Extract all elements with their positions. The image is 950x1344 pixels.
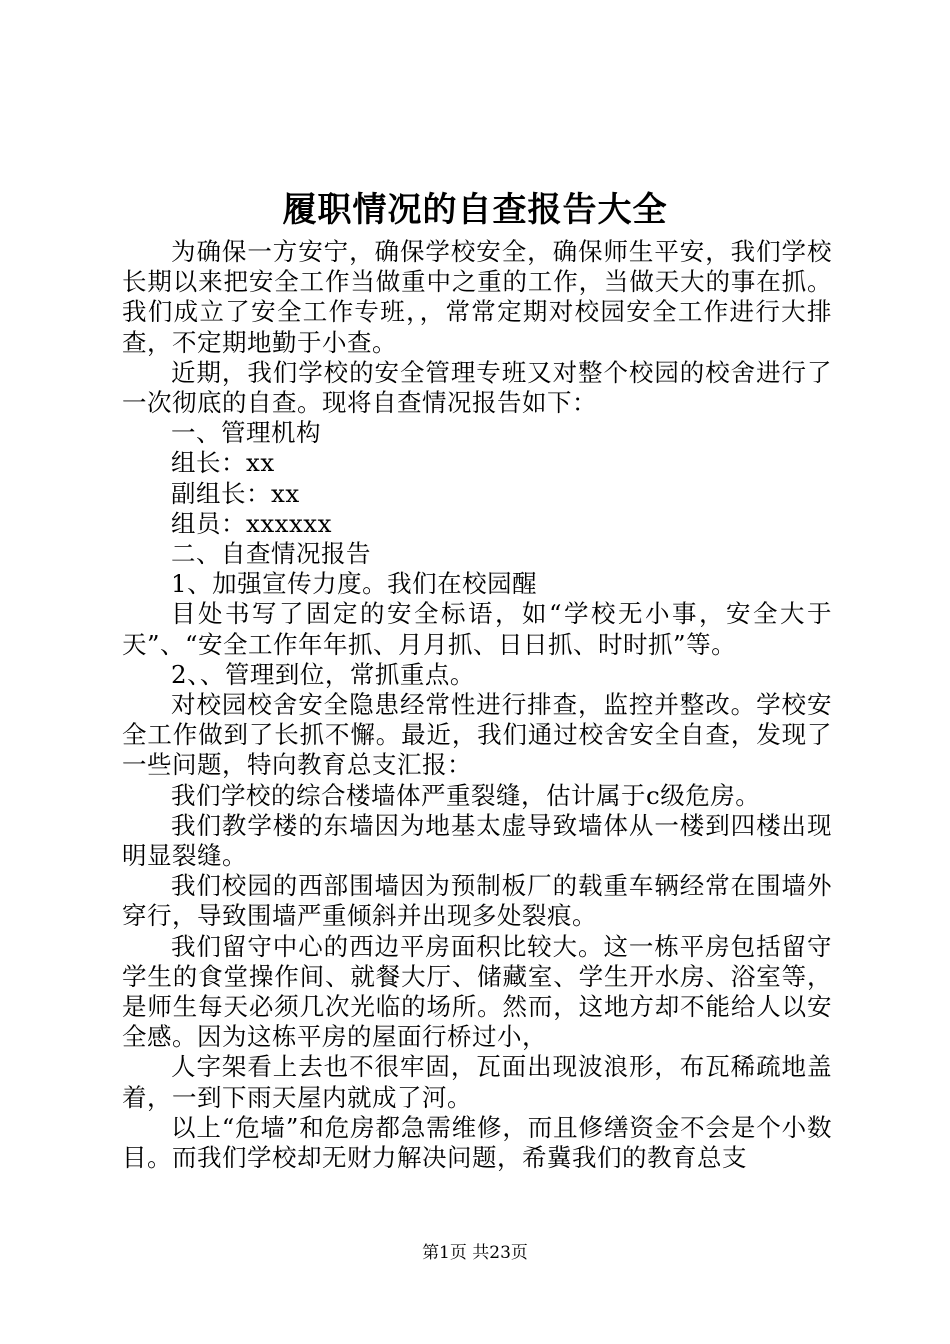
paragraph: 人字架看上去也不很牢固，瓦面出现波浪形，布瓦稀疏地盖着，一到下雨天屋内就成了河。 bbox=[122, 1052, 832, 1112]
document-title: 履职情况的自查报告大全 bbox=[282, 190, 668, 230]
paragraph: 为确保一方安宁，确保学校安全，确保师生平安，我们学校长期以来把安全工作当做重中之重的工作，当做天大的事在抓。我们成立了安全工作专班，，常常定期对校园安全工作进行大排查，不定期地勤于小查。 bbox=[122, 237, 832, 357]
paragraph: 我们教学楼的东墙因为地基太虚导致墙体从一楼到四楼出现明显裂缝。 bbox=[122, 810, 832, 871]
paragraph: 目处书写了固定的安全标语，如“学校无小事，安全大于天”、“安全工作年年抓、月月抓、日日抓、时时抓”等。 bbox=[122, 599, 832, 659]
paragraph: 2、、管理到位，常抓重点。 bbox=[171, 659, 475, 689]
document-body bbox=[122, 237, 832, 1173]
paragraph: 副组长：xx bbox=[171, 478, 300, 508]
paragraph: 我们留守中心的西边平房面积比较大。这一栋平房包括留守学生的食堂操作间、就餐大厅、储藏室、学生开水房、浴室等，是师生每天必须几次光临的场所。然而，这地方却不能给人以安全感。因为这栋平房的屋面行桥过小， bbox=[122, 931, 832, 1052]
paragraph: 1、加强宣传力度。我们在校园醒 bbox=[171, 569, 538, 599]
paragraph: 以上“危墙”和危房都急需维修，而且修缮资金不会是个小数目。而我们学校却无财力解决问题，希冀我们的教育总支 bbox=[122, 1112, 832, 1173]
paragraph: 组长：xx bbox=[171, 448, 275, 478]
paragraph: 组员：xxxxxx bbox=[171, 508, 332, 538]
section-heading: 二、自查情况报告 bbox=[171, 539, 371, 569]
paragraph: 我们校园的西部围墙因为预制板厂的载重车辆经常在围墙外穿行，导致围墙严重倾斜并出现多处裂痕。 bbox=[122, 871, 832, 931]
paragraph: 我们学校的综合楼墙体严重裂缝，估计属于c级危房。 bbox=[171, 780, 761, 810]
paragraph: 近期，我们学校的安全管理专班又对整个校园的校舍进行了一次彻底的自查。现将自查情况报告如下： bbox=[122, 357, 832, 418]
section-heading: 一、管理机构 bbox=[171, 418, 321, 448]
page-footer: 第1页 共23页 bbox=[422, 1243, 528, 1263]
paragraph: 对校园校舍安全隐患经常性进行排查，监控并整改。学校安全工作做到了长抓不懈。最近，我们通过校舍安全自查，发现了一些问题，特向教育总支汇报： bbox=[122, 690, 832, 780]
